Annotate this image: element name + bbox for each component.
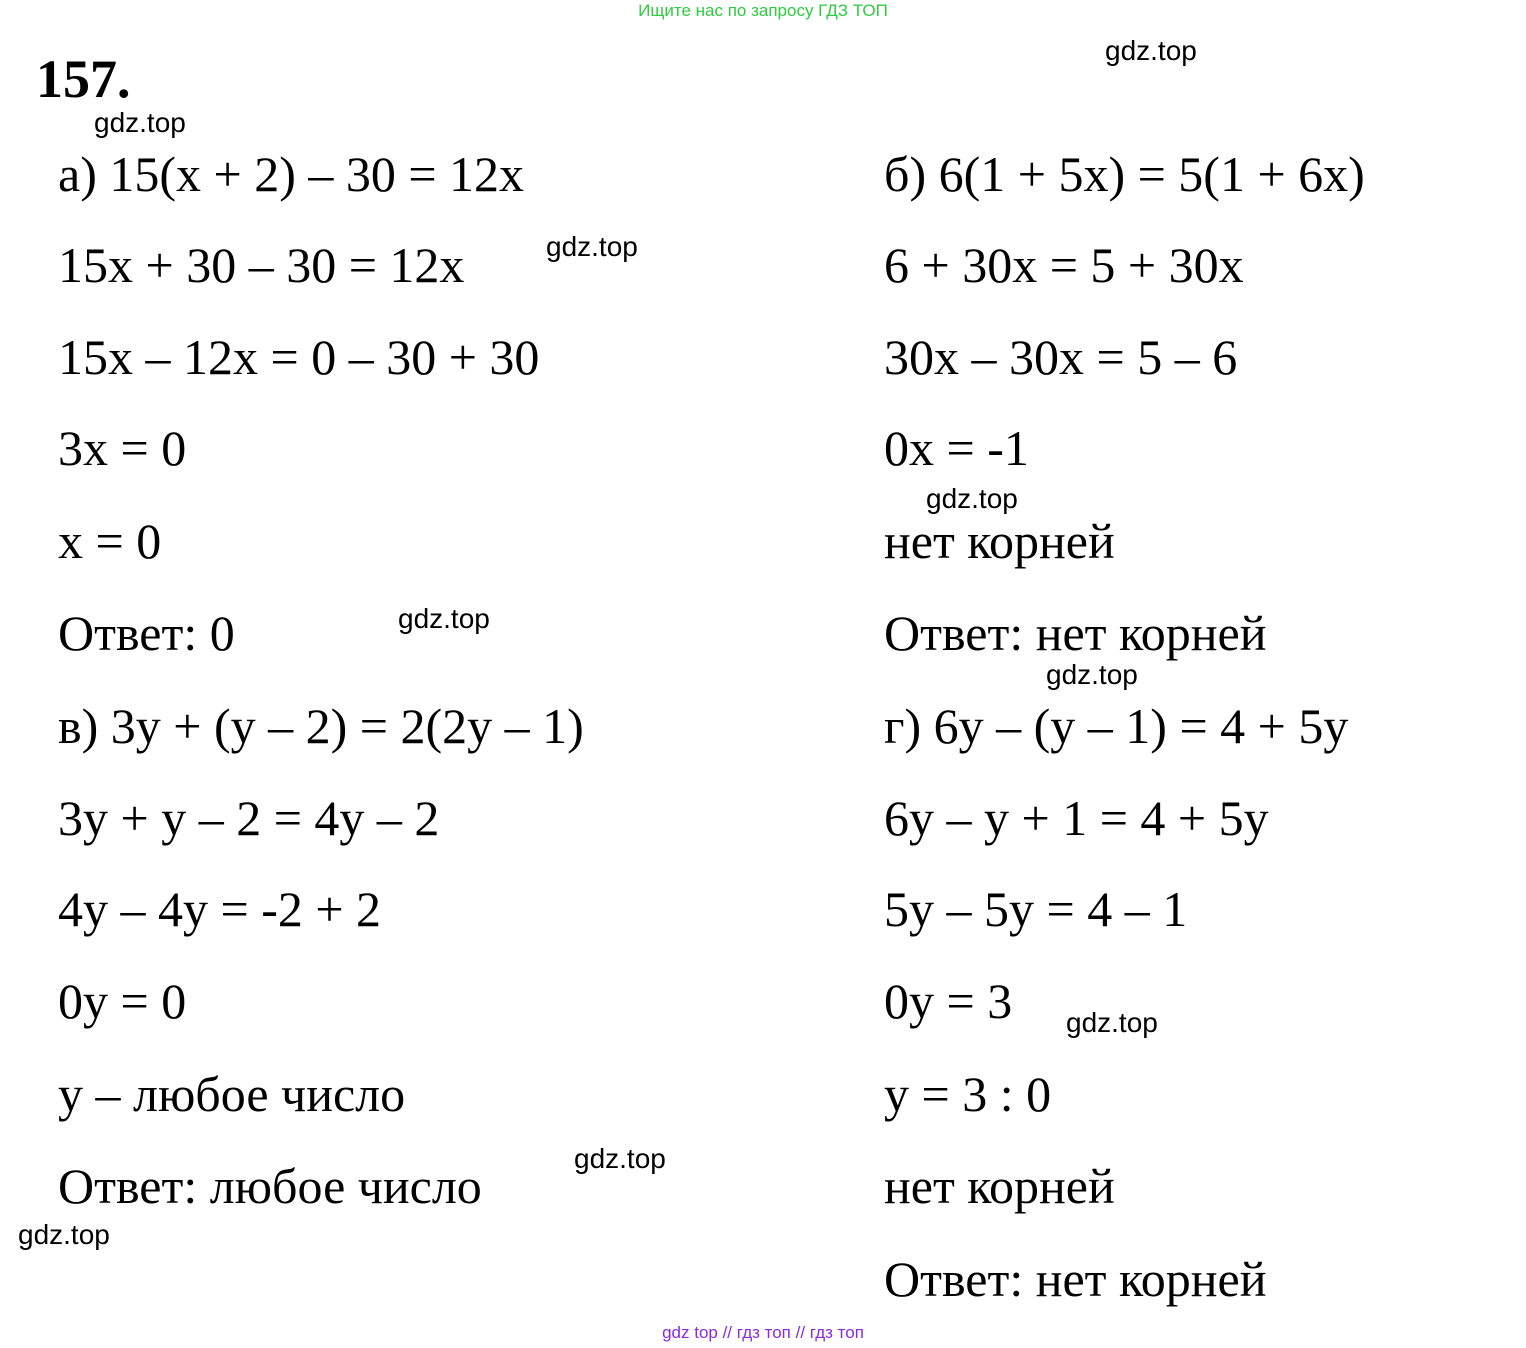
problem-number: 157. <box>36 49 131 109</box>
equation-line: 30x – 30x = 5 – 6 <box>884 329 1238 385</box>
equation-line: 15x – 12x = 0 – 30 + 30 <box>58 329 540 385</box>
watermark: gdz.top <box>546 231 638 262</box>
equation-line: 6 + 30x = 5 + 30x <box>884 237 1244 293</box>
answer-line: Ответ: любое число <box>58 1158 482 1214</box>
top-banner: Ищите нас по запросу ГДЗ ТОП <box>638 1 888 20</box>
equation-line: 5y – 5y = 4 – 1 <box>884 881 1188 937</box>
equation-line: б) 6(1 + 5x) = 5(1 + 6x) <box>884 146 1365 202</box>
watermark: gdz.top <box>398 603 490 634</box>
equation-line: нет корней <box>884 1158 1115 1214</box>
equation-line: 0x = -1 <box>884 420 1029 476</box>
equation-line: 4y – 4y = -2 + 2 <box>58 881 382 937</box>
equation-line: 0y = 0 <box>58 973 187 1029</box>
equation-line: 15x + 30 – 30 = 12x <box>58 237 465 293</box>
answer-line: Ответ: нет корней <box>884 1251 1267 1307</box>
answer-line: Ответ: нет корней <box>884 605 1267 661</box>
watermark: gdz.top <box>1105 35 1197 66</box>
equation-line: y – любое число <box>58 1066 406 1122</box>
equation-line: 3y + y – 2 = 4y – 2 <box>58 790 440 846</box>
bottom-banner: gdz top // гдз топ // гдз топ <box>662 1323 864 1342</box>
equation-line: а) 15(x + 2) – 30 = 12x <box>58 146 525 202</box>
equation-line: 3x = 0 <box>58 420 187 476</box>
watermark: gdz.top <box>1046 659 1138 690</box>
watermark: gdz.top <box>94 107 186 138</box>
watermark: gdz.top <box>574 1143 666 1174</box>
equation-line: г) 6y – (y – 1) = 4 + 5y <box>884 698 1349 754</box>
watermark: gdz.top <box>1066 1007 1158 1038</box>
answer-line: Ответ: 0 <box>58 605 235 661</box>
equation-line: нет корней <box>884 513 1115 569</box>
watermark: gdz.top <box>926 483 1018 514</box>
equation-line: в) 3y + (y – 2) = 2(2y – 1) <box>58 698 584 754</box>
equation-line: y = 3 : 0 <box>884 1066 1052 1122</box>
watermark: gdz.top <box>18 1219 110 1250</box>
equation-line: 6y – y + 1 = 4 + 5y <box>884 790 1269 846</box>
equation-line: x = 0 <box>58 513 162 569</box>
equation-line: 0y = 3 <box>884 973 1013 1029</box>
